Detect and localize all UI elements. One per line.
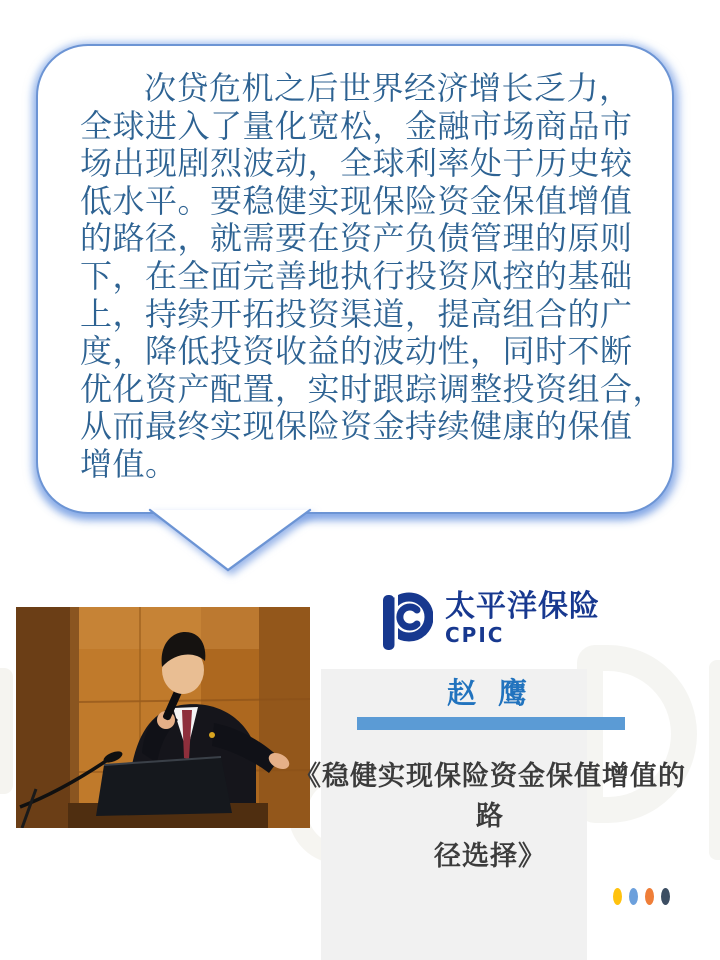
- cpic-logo-english: CPIC: [445, 623, 505, 647]
- quote-line: 上，持续开拓投资渠道，提高组合的广: [80, 294, 633, 333]
- quote-line: 优化资产配置，实时跟踪调整投资组合，: [80, 369, 666, 408]
- blue-divider-bar: [357, 717, 625, 730]
- quote-line: 下，在全面完善地执行投资风控的基础: [80, 256, 633, 295]
- cpic-logo-mark-icon: [379, 590, 433, 650]
- quote-line: 低水平。要稳健实现保险资金保值增值: [80, 181, 633, 220]
- quote-line: 次贷危机之后世界经济增长乏力，: [144, 69, 632, 107]
- page-dot: [629, 888, 638, 905]
- page-dot: [661, 888, 670, 905]
- speech-bubble-tail-icon: [138, 508, 322, 580]
- quote-line: 全球进入了量化宽松，金融市场商品市: [80, 106, 633, 145]
- speaker-name: 赵 鹰: [446, 676, 534, 710]
- talk-title-line: 《稳健实现保险资金保值增值的路: [294, 761, 686, 832]
- talk-title: [281, 757, 699, 877]
- page-dot: [645, 888, 654, 905]
- quote-line: 增值。: [80, 444, 178, 483]
- speaker-photo: [16, 607, 310, 828]
- quote-line: 度，降低投资收益的波动性，同时不断: [80, 332, 633, 371]
- quote-line: 场出现剧烈波动，全球利率处于历史较: [80, 144, 633, 183]
- quote-line: 的路径，就需要在资产负债管理的原则: [80, 219, 633, 258]
- quote-speech-bubble: [36, 44, 674, 514]
- cpic-logo-chinese: 太平洋保险: [445, 589, 600, 624]
- watermark-shape: [0, 668, 13, 794]
- quote-line: 从而最终实现保险资金持续健康的保值: [80, 407, 633, 446]
- watermark-shape: [709, 660, 720, 860]
- talk-title-line: 径选择》: [434, 841, 546, 872]
- page-dots: [613, 888, 677, 905]
- page-dot: [613, 888, 622, 905]
- cpic-logo: [379, 590, 600, 650]
